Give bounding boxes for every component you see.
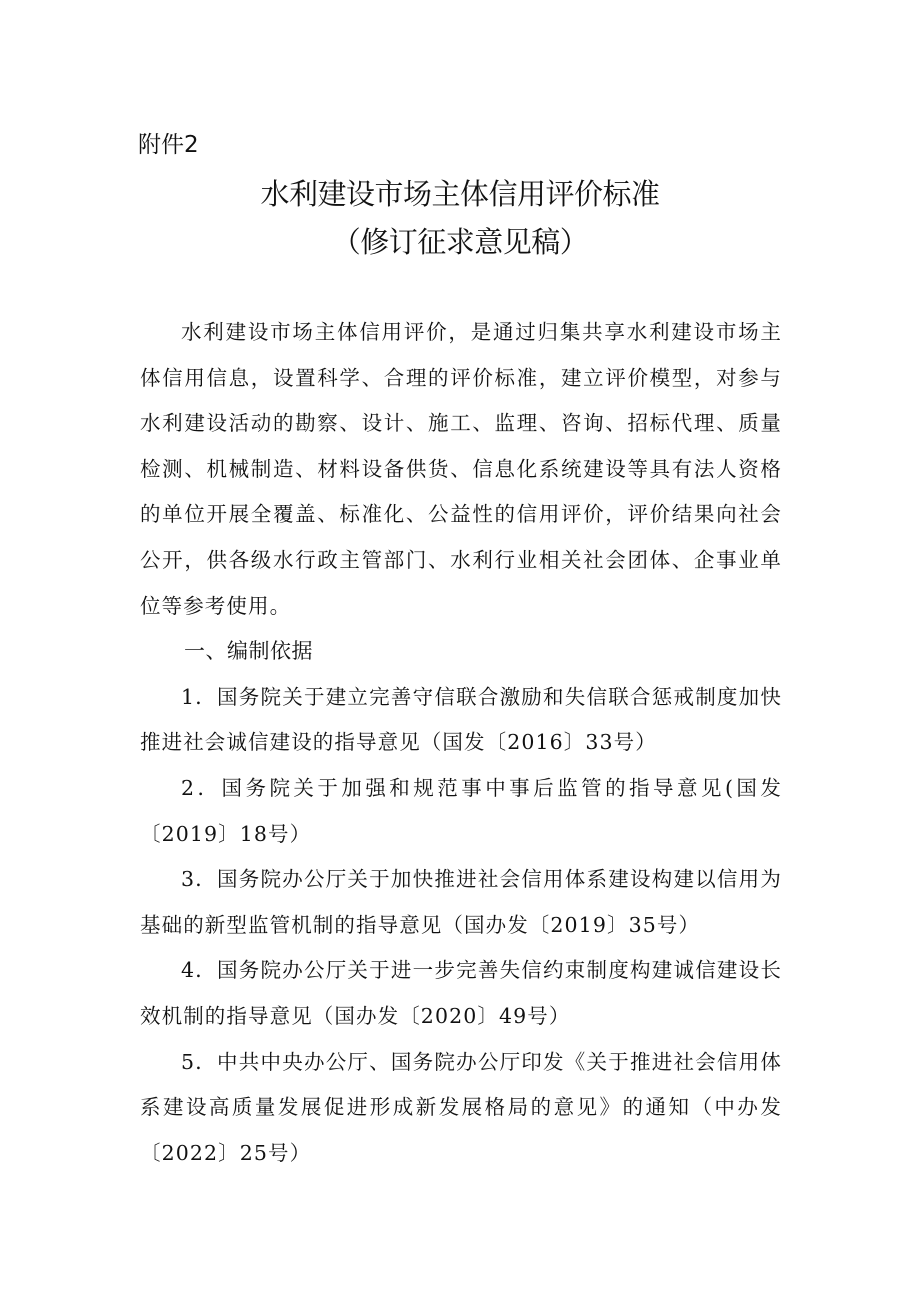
document-body bbox=[140, 310, 782, 1176]
document-title: 水利建设市场主体信用评价标准 bbox=[260, 177, 660, 211]
basis-item-4: 4．国务院办公厅关于进一步完善失信约束制度构建诚信建设长效机制的指导意见（国办发〔2020〕49号） bbox=[140, 958, 782, 1028]
section-heading-basis: 一、编制依据 bbox=[184, 639, 313, 664]
document-subtitle: （修订征求意见稿） bbox=[331, 225, 589, 259]
basis-item-3: 3．国务院办公厅关于加快推进社会信用体系建设构建以信用为基础的新型监管机制的指导意见（国办发〔2019〕35号） bbox=[140, 867, 782, 937]
intro-paragraph: 水利建设市场主体信用评价，是通过归集共享水利建设市场主体信用信息，设置科学、合理的评价标准，建立评价模型，对参与水利建设活动的勘察、设计、施工、监理、咨询、招标代理、质量检测、机械制造、材料设备供货、信息化系统建设等具有法人资格的单位开展全覆盖、标准化、公益性的信用评价，评价结果向社会公开，供各级水行政主管部门、水利行业相关社会团体、企事业单位等参考使用。 bbox=[140, 320, 782, 618]
basis-item-1: 1．国务院关于建立完善守信联合激励和失信联合惩戒制度加快推进社会诚信建设的指导意见（国发〔2016〕33号） bbox=[140, 684, 782, 755]
attachment-label: 附件2 bbox=[138, 132, 199, 158]
basis-item-5: 5．中共中央办公厅、国务院办公厅印发《关于推进社会信用体系建设高质量发展促进形成新发展格局的意见》的通知（中办发〔2022〕25号） bbox=[140, 1049, 782, 1165]
basis-item-2: 2．国务院关于加强和规范事中事后监管的指导意见(国发〔2019〕18号） bbox=[140, 775, 782, 846]
